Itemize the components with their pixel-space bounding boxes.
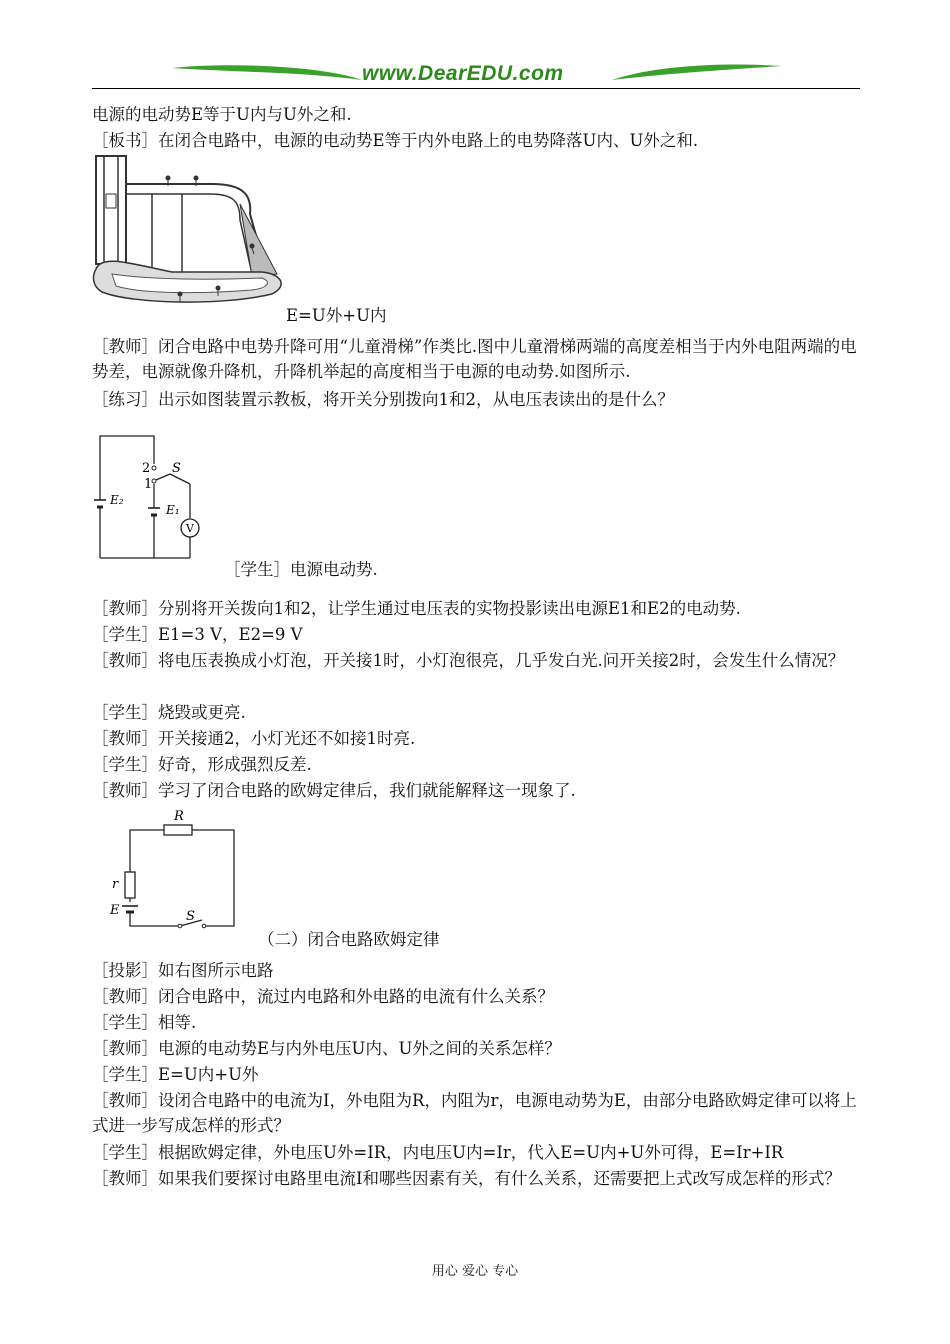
header-rule (92, 88, 860, 89)
paragraph: ［教师］开关接通2，小灯光还不如接1时亮. (92, 729, 416, 748)
section-heading: （二）闭合电路欧姆定律 (258, 930, 440, 949)
paragraph: 电源的电动势E等于U内与U外之和. (92, 105, 352, 124)
slide-analogy-figure (92, 154, 292, 306)
paragraph: ［教师］闭合电路中，流过内电路和外电路的电流有什么关系？ (92, 987, 554, 1006)
paragraph: ［学生］E1=3 V，E2=9 V (92, 625, 303, 644)
switch-circuit-figure (92, 428, 212, 562)
switch-label: S (172, 461, 181, 476)
paragraph: ［教师］学习了闭合电路的欧姆定律后，我们就能解释这一现象了. (92, 781, 576, 800)
emf-E-label: E (110, 903, 120, 918)
paragraph: ［学生］好奇，形成强烈反差. (92, 755, 312, 774)
paragraph: ［教师］分别将开关拨向1和2，让学生通过电压表的实物投影读出电源E1和E2的电动势. (92, 599, 741, 618)
switch-S-label: S (186, 909, 195, 924)
paragraph: ［学生］根据欧姆定律，外电压U外=IR，内电压U内=Ir，代入E=U内+U外可得，E=Ir+IR (92, 1143, 784, 1162)
resistor-R-label: R (174, 809, 184, 824)
paragraph: ［教师］将电压表换成小灯泡，开关接1时，小灯泡很亮，几乎发白光.问开关接2时，会发生什么情况？ (92, 651, 845, 670)
voltmeter-label: V (186, 522, 194, 535)
internal-r-label: r (112, 877, 119, 892)
site-logo[interactable]: www.DearEDU.com (362, 62, 564, 85)
paragraph: ［板书］在闭合电路中，电源的电动势E等于内外电路上的电势降落U内、U外之和. (92, 131, 699, 150)
paragraph: ［教师］如果我们要探讨电路里电流I和哪些因素有关，有什么关系，还需要把上式改写成怎样的形式？ (92, 1169, 842, 1188)
paragraph: ［教师］电源的电动势E与内外电压U内、U外之间的关系怎样？ (92, 1039, 561, 1058)
page-footer: 用心 爱心 专心 (431, 1264, 519, 1279)
figure-caption: E=U外+U内 (286, 306, 387, 325)
paragraph: ［投影］如右图所示电路 (92, 961, 274, 980)
paragraph: ［学生］烧毁或更亮. (92, 703, 246, 722)
terminal-2-label: 2 (142, 461, 151, 476)
paragraph: ［学生］E=U内+U外 (92, 1065, 259, 1084)
terminal-1-label: 1 (144, 477, 153, 492)
paragraph: ［学生］相等. (92, 1013, 197, 1032)
page-header (92, 58, 860, 92)
battery-e2-label: E₂ (110, 493, 124, 507)
figure-caption: ［学生］电源电动势. (224, 560, 378, 579)
paragraph: ［练习］出示如图装置示教板，将开关分别拨向1和2，从电压表读出的是什么？ (92, 390, 674, 409)
paragraph: ［教师］设闭合电路中的电流为I，外电阻为R，内阻为r，电源电动势为E，由部分电路欧姆定律可以将上式进一步写成怎样的形式？ (92, 1091, 857, 1135)
paragraph: ［教师］闭合电路中电势升降可用“儿童滑梯”作类比.图中儿童滑梯两端的高度差相当于内外电阻两端的电势差，电源就像升降机，升降机举起的高度相当于电源的电动势.如图所示. (92, 337, 857, 381)
closed-circuit-figure (100, 806, 246, 934)
battery-e1-label: E₁ (166, 503, 180, 517)
